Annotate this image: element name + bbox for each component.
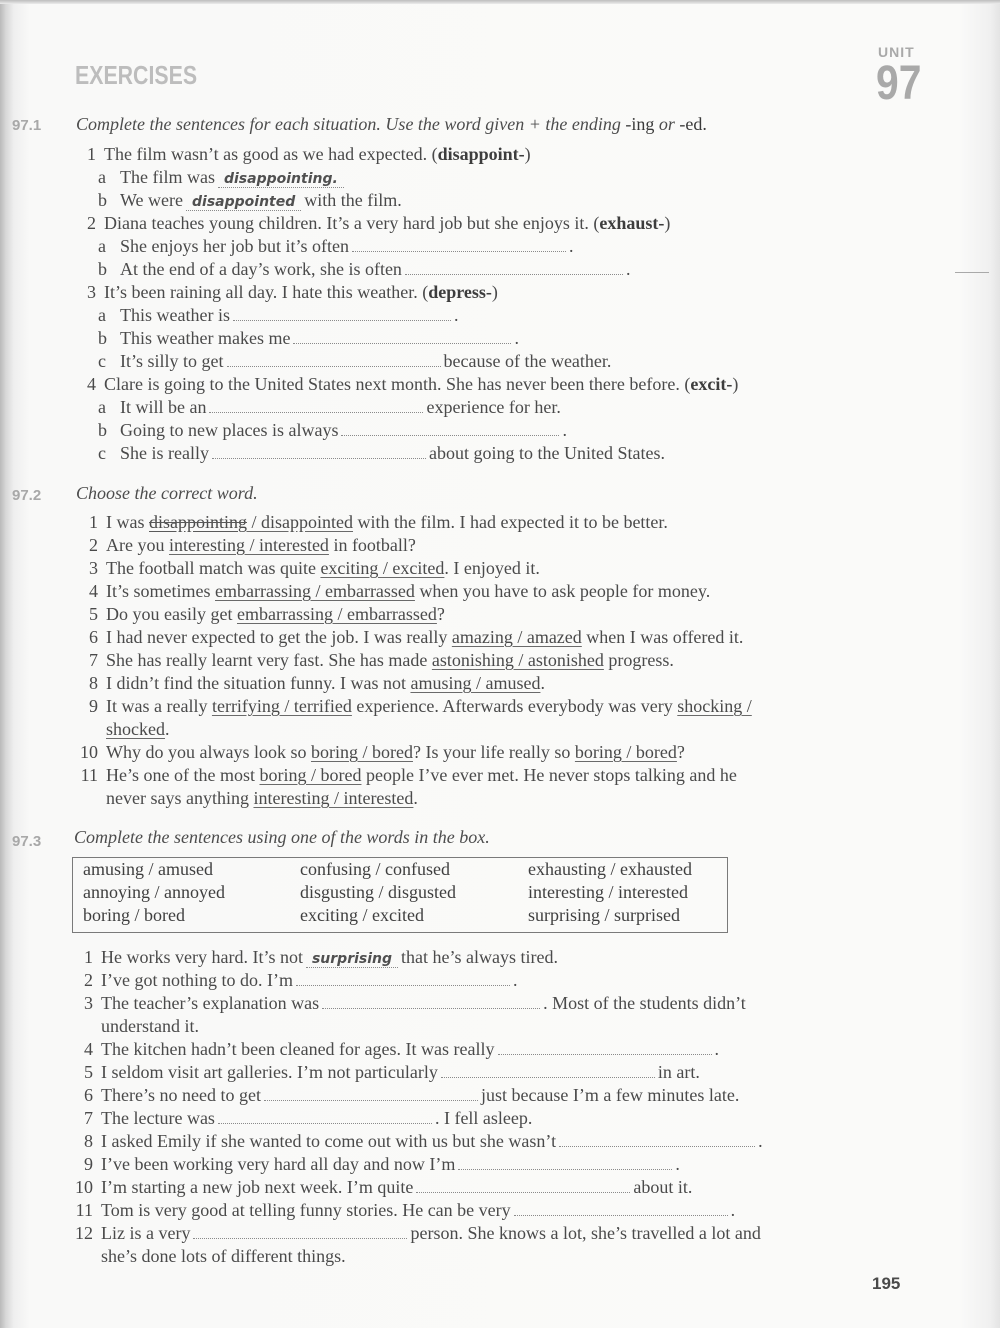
item-text: ) [491, 282, 498, 302]
item-text: The teacher’s explanation was [101, 993, 320, 1013]
item-text: . [512, 970, 518, 990]
exercise-item [73, 992, 746, 1014]
sub-text: She enjoys her job but it’s often [120, 236, 349, 256]
sub-item [98, 327, 519, 349]
word-choice[interactable]: boring / bored [259, 765, 362, 785]
word-box-entry: exhausting / exhausted [528, 859, 692, 879]
item-number: 11 [80, 765, 98, 785]
blank-field[interactable] [405, 270, 623, 275]
sub-text: . [453, 305, 459, 325]
exercise-item-continued [106, 787, 418, 809]
word-choice[interactable]: embarrassing / embarrassed [215, 581, 415, 601]
blank-field[interactable] [559, 1142, 755, 1147]
sub-text: about going to the United States. [428, 443, 665, 463]
blank-field[interactable] [341, 431, 559, 436]
item-text: Why do you always look so [106, 742, 307, 762]
item-text: person. She knows a lot, she’s travelled a lot and [410, 1223, 761, 1243]
item-number: 5 [89, 604, 98, 624]
exercise-instruction: Choose the correct word. [76, 483, 258, 503]
sub-letter: a [98, 236, 106, 256]
exercise-item [73, 1084, 739, 1106]
item-text: It’s been raining all day. I hate this weather. ( [104, 282, 429, 302]
item-text: ? [436, 604, 445, 624]
blank-field[interactable] [218, 1119, 432, 1124]
item-number: 9 [89, 696, 98, 716]
sub-text: . [625, 259, 631, 279]
item-text: Liz is a very [101, 1223, 191, 1243]
item-number: 2 [84, 970, 93, 990]
sub-item [98, 166, 347, 188]
given-word: exhaust- [599, 213, 665, 233]
word-choice[interactable]: astonishing / astonished [431, 650, 604, 670]
word-choice[interactable]: interesting / interested [168, 535, 329, 555]
blank-field[interactable] [352, 247, 566, 252]
item-text: Tom is very good at telling funny stories. He can be very [101, 1200, 511, 1220]
item-text: people I’ve ever met. He never stops talking and he [365, 765, 737, 785]
item-text: . Most of the students didn’t [543, 993, 746, 1013]
exercise-item [73, 1130, 763, 1152]
blank-field[interactable] [514, 1211, 728, 1216]
sub-item [98, 350, 611, 372]
item-number: 10 [75, 1177, 93, 1197]
sub-text: Going to new places is always [120, 420, 339, 440]
sub-item [98, 235, 573, 257]
blank-field[interactable] [293, 339, 511, 344]
item-text: He works very hard. It’s not [101, 947, 303, 967]
sub-text: . [514, 328, 519, 348]
section-title: EXERCISES [75, 60, 198, 90]
item-text: that he’s always tired. [401, 947, 558, 967]
item-text: She has really learnt very fast. She has made [106, 650, 428, 670]
exercise-item [76, 212, 670, 234]
item-text: . [758, 1131, 763, 1151]
item-text: in art. [657, 1062, 700, 1082]
answer-field[interactable]: surprising [306, 951, 398, 968]
blank-field[interactable] [264, 1096, 478, 1101]
instruction-text: Complete the sentences for each situation. Use the word given + the ending [76, 114, 621, 134]
word-box [72, 857, 728, 933]
exercise-item [78, 557, 540, 579]
sub-text: This weather makes me [120, 328, 291, 348]
blank-field[interactable] [498, 1050, 712, 1055]
item-text: about it. [633, 1177, 693, 1197]
sub-text: She is really [120, 443, 209, 463]
item-number: 9 [84, 1154, 93, 1174]
item-text: progress. [608, 650, 674, 670]
exercise-item [76, 373, 738, 395]
item-text: ) [732, 374, 739, 394]
blank-field[interactable] [193, 1234, 407, 1239]
exercise-item [78, 603, 445, 625]
unit-label: UNIT [878, 44, 915, 60]
item-number: 8 [84, 1131, 93, 1151]
answer-field[interactable]: disappointing. [218, 171, 344, 188]
item-text: when I was offered it. [586, 627, 744, 647]
sub-letter: c [98, 443, 106, 463]
sub-letter: b [98, 328, 107, 348]
item-text: I’ve got nothing to do. I’m [101, 970, 293, 990]
word-box-entry: disgusting / disgusted [300, 882, 457, 902]
blank-field[interactable] [227, 362, 441, 367]
item-text: He’s one of the most [106, 765, 255, 785]
item-text: The film wasn’t as good as we had expected. ( [104, 144, 438, 164]
sub-text: experience for her. [426, 397, 561, 417]
item-text: I asked Emily if she wanted to come out with us but she wasn’t [101, 1131, 557, 1151]
sub-letter: b [98, 420, 107, 440]
item-number: 3 [87, 282, 96, 302]
item-text: I’m starting a new job next week. I’m quite [101, 1177, 414, 1197]
exercise-number: 97.3 [12, 833, 42, 850]
item-text: It’s sometimes [106, 581, 211, 601]
item-text: never says anything [106, 788, 249, 808]
blank-field[interactable] [233, 316, 451, 321]
item-number: 8 [89, 673, 98, 693]
exercise-item [73, 946, 558, 968]
item-number: 6 [89, 627, 98, 647]
item-text: Clare is going to the United States next month. She has never been there before. ( [104, 374, 691, 394]
instruction-keyword: -ing [625, 114, 655, 134]
item-number: 4 [89, 581, 98, 601]
word-choice[interactable]: amazing / amazed [451, 627, 582, 647]
exercise-item [73, 1107, 532, 1129]
sub-text: It will be an [120, 397, 207, 417]
item-text: I didn’t find the situation funny. I was not [106, 673, 406, 693]
item-text: The football match was quite [106, 558, 316, 578]
exercise-item [78, 672, 545, 694]
margin-mark [955, 272, 989, 273]
item-text: There’s no need to get [101, 1085, 261, 1105]
item-text: The kitchen hadn’t been cleaned for ages. It was really [101, 1039, 495, 1059]
word-choice[interactable]: shocked [106, 719, 165, 739]
item-text: . [164, 719, 170, 739]
answer-field[interactable]: disappointed [186, 194, 301, 211]
sub-text: because of the weather. [443, 351, 612, 371]
item-text: with the film. I had expected it to be better. [357, 512, 668, 532]
item-text: in football? [333, 535, 416, 555]
item-text: Are you [106, 535, 165, 555]
sub-item [98, 396, 561, 418]
blank-field[interactable] [322, 1004, 540, 1009]
sub-text: The film was [120, 167, 215, 187]
exercise-item [78, 764, 737, 786]
word-choice[interactable]: exciting / excited [320, 558, 445, 578]
item-number: 7 [89, 650, 98, 670]
exercise-instruction: Complete the sentences using one of the words in the box. [74, 827, 490, 847]
exercise-item [73, 1222, 761, 1244]
item-text: ? [676, 742, 685, 762]
item-number: 1 [84, 947, 93, 967]
exercise-instruction [76, 114, 707, 135]
exercise-item [78, 649, 674, 671]
item-number: 2 [87, 213, 96, 233]
exercise-item [73, 1199, 735, 1221]
item-number: 5 [84, 1062, 93, 1082]
page-edge [0, 0, 1000, 4]
item-text: . I fell asleep. [434, 1108, 533, 1128]
item-number: 1 [89, 512, 98, 532]
sub-letter: b [98, 259, 107, 279]
item-text: when you have to ask people for money. [419, 581, 711, 601]
item-number: 7 [84, 1108, 93, 1128]
given-word: depress- [428, 282, 492, 302]
blank-field[interactable] [209, 408, 423, 413]
item-number: 3 [84, 993, 93, 1013]
exercise-item [78, 580, 710, 602]
sub-letter: b [98, 190, 107, 210]
exercise-item-continued [106, 718, 169, 740]
item-text: I was [106, 512, 145, 532]
exercise-item [76, 143, 531, 165]
word-box-entry: annoying / annoyed [83, 882, 225, 902]
exercise-item [78, 626, 743, 648]
sub-text: It’s silly to get [120, 351, 224, 371]
item-text: I had never expected to get the job. I was really [106, 627, 448, 647]
sub-text: . [562, 420, 567, 440]
sub-item [98, 258, 630, 280]
item-text: The lecture was [101, 1108, 215, 1128]
word-box-entry: boring / bored [83, 905, 185, 925]
exercise-item-continued: understand it. [101, 1016, 199, 1036]
sub-letter: c [98, 351, 106, 371]
item-text: . [730, 1200, 736, 1220]
blank-field[interactable] [296, 981, 510, 986]
instruction-keyword: -ed. [679, 114, 707, 134]
instruction-text: or [658, 114, 675, 134]
item-text: just because I’m a few minutes late. [480, 1085, 740, 1105]
exercise-item [73, 1176, 692, 1198]
exercise-item [78, 534, 416, 556]
item-number: 4 [87, 374, 96, 394]
item-text: experience. Afterwards everybody was very [356, 696, 673, 716]
item-text: ) [524, 144, 531, 164]
item-text: ) [664, 213, 671, 233]
item-text: Do you easily get [106, 604, 233, 624]
word-box-entry: amusing / amused [83, 859, 213, 879]
sub-item [98, 442, 665, 464]
item-text: . [413, 788, 418, 808]
item-text: I’ve been working very hard all day and now I’m [101, 1154, 456, 1174]
word-choice[interactable]: shocking / [677, 696, 752, 716]
unit-number: 97 [876, 57, 922, 110]
word-choice[interactable]: interesting / interested [253, 788, 414, 808]
word-box-entry: interesting / interested [528, 882, 688, 902]
item-number: 11 [75, 1200, 93, 1220]
exercise-item [78, 511, 668, 533]
page-number: 195 [872, 1274, 901, 1293]
sub-text: This weather is [120, 305, 230, 325]
given-word: excit- [690, 374, 733, 394]
sub-text: . [568, 236, 574, 256]
sub-item [98, 304, 458, 326]
blank-field[interactable] [212, 454, 426, 459]
exercise-item [73, 969, 517, 991]
sub-text: At the end of a day’s work, she is often [120, 259, 402, 279]
item-number: 12 [75, 1223, 93, 1243]
exercise-item-continued: she’s done lots of different things. [101, 1246, 346, 1266]
item-number: 4 [84, 1039, 93, 1059]
word-choice[interactable]: terrifying / terrified [211, 696, 352, 716]
word-box-entry: confusing / confused [300, 859, 450, 879]
item-number: 1 [87, 144, 96, 164]
word-box-entry: exciting / excited [300, 905, 424, 925]
exercise-item [76, 281, 498, 303]
sub-text: We were [120, 190, 184, 210]
item-text: It was a really [106, 696, 208, 716]
sub-text: with the film. [304, 190, 402, 210]
word-choice[interactable]: amusing / amused [410, 673, 541, 693]
choice-option-crossed[interactable]: disappointing [149, 512, 247, 532]
item-number: 3 [89, 558, 98, 578]
blank-field[interactable] [458, 1165, 672, 1170]
sub-letter: a [98, 305, 106, 325]
item-text: . [540, 673, 545, 693]
word-choice[interactable]: boring / bored [310, 742, 413, 762]
item-text: . [714, 1039, 719, 1059]
item-number: 10 [80, 742, 98, 762]
exercise-item [78, 741, 685, 763]
item-number: 2 [89, 535, 98, 555]
sub-item [98, 419, 567, 441]
choice-option[interactable]: disappointed [261, 512, 354, 532]
given-word: disappoint- [437, 144, 525, 164]
exercise-item [73, 1061, 700, 1083]
item-text: ? Is your life really so [412, 742, 571, 762]
item-text: I seldom visit art galleries. I’m not particularly [101, 1062, 438, 1082]
exercise-item [73, 1038, 719, 1060]
blank-field[interactable] [441, 1073, 655, 1078]
word-choice[interactable]: embarrassing / embarrassed [236, 604, 437, 624]
blank-field[interactable] [416, 1188, 630, 1193]
sub-letter: a [98, 397, 106, 417]
sub-letter: a [98, 167, 106, 187]
choice-separator: / [247, 512, 262, 532]
item-text: . I enjoyed it. [444, 558, 540, 578]
sub-item [98, 189, 402, 211]
item-number: 6 [84, 1085, 93, 1105]
item-text: . [675, 1154, 680, 1174]
exercise-item [78, 695, 752, 717]
word-box-entry: surprising / surprised [528, 905, 680, 925]
exercise-number: 97.2 [12, 487, 42, 504]
word-choice[interactable]: boring / bored [574, 742, 677, 762]
exercise-number: 97.1 [12, 117, 42, 134]
exercise-item [73, 1153, 680, 1175]
item-text: Diana teaches young children. It’s a very hard job but she enjoys it. ( [104, 213, 600, 233]
